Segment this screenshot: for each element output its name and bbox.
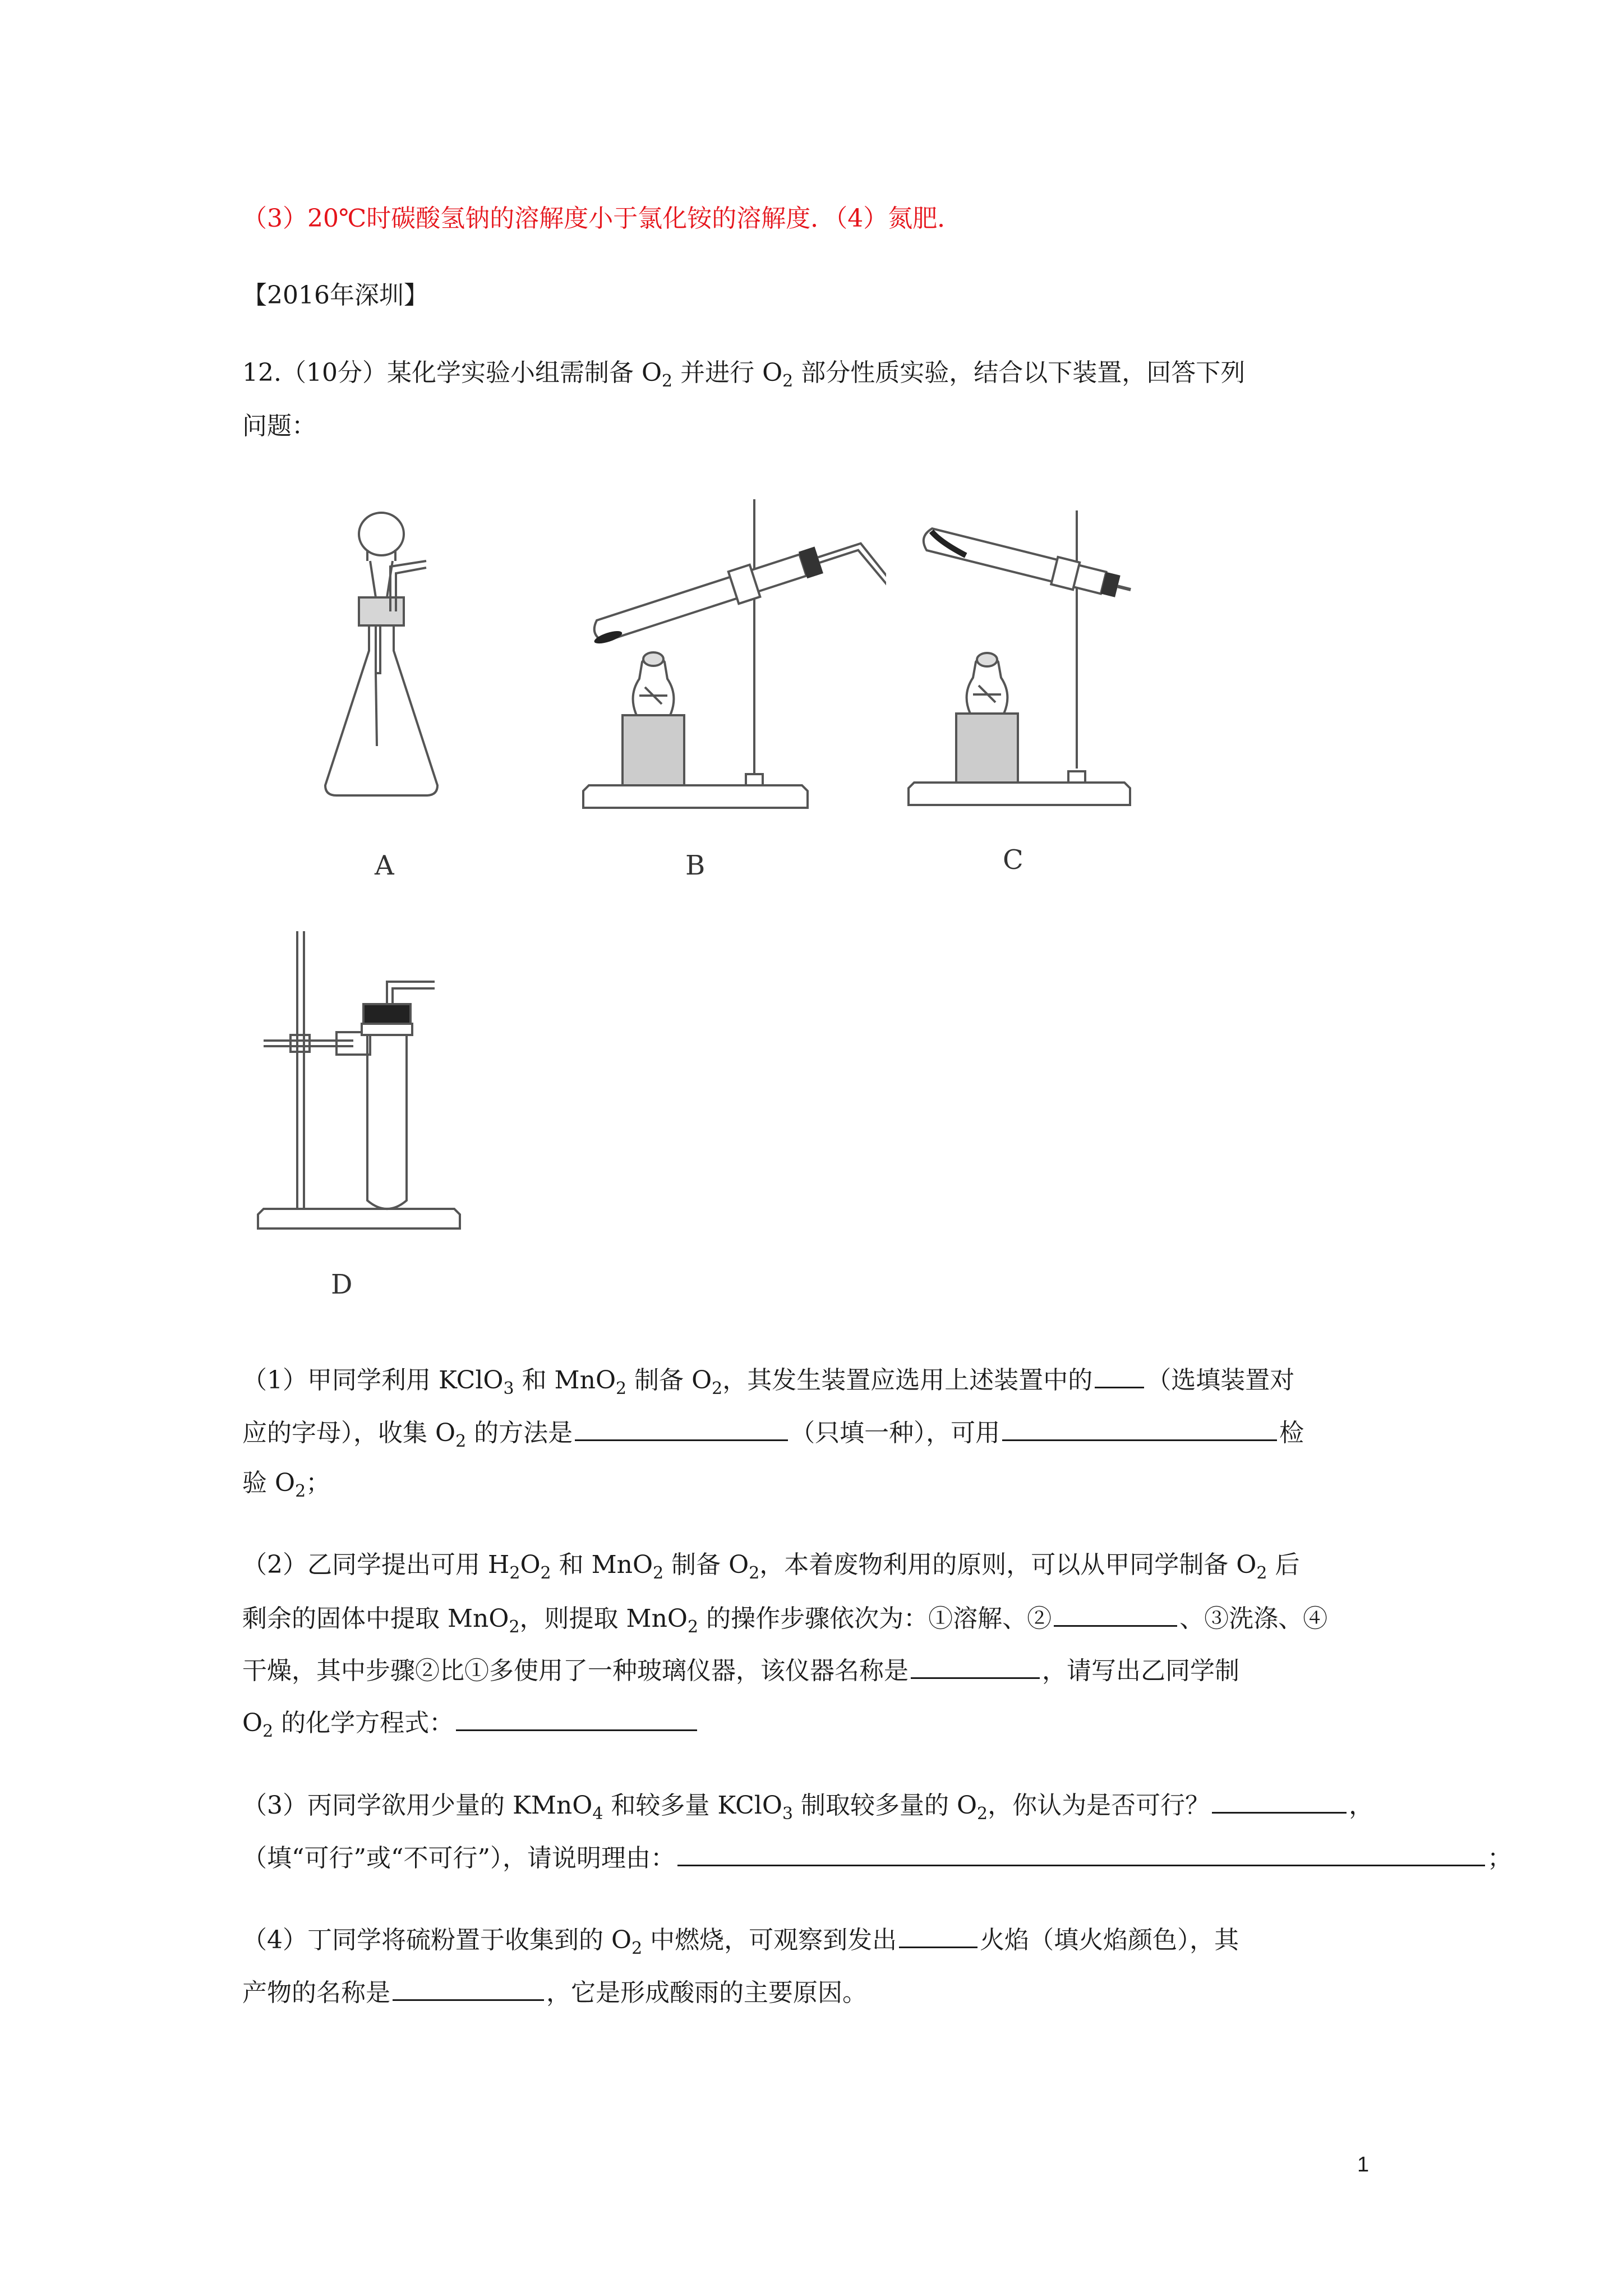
part-4-line-2	[242, 1975, 867, 2010]
answer-blank-1-2[interactable]	[575, 1415, 788, 1441]
subscript: 3	[503, 1379, 514, 1398]
text: （选填装置对	[1146, 1366, 1295, 1395]
subscript: 2	[662, 371, 673, 391]
answer-blank-1-3[interactable]	[1002, 1415, 1277, 1441]
text: 火焰（填火焰颜色），其	[980, 1926, 1239, 1954]
subscript: 2	[295, 1481, 306, 1501]
text: 剩余的固体中提取 MnO	[242, 1604, 509, 1633]
text: ，它是形成酸雨的主要原因。	[546, 1978, 867, 2007]
part-1-line-3	[242, 1466, 330, 1500]
text: 制取较多量的 O	[793, 1791, 978, 1820]
text: ，	[1349, 1791, 1374, 1820]
figure-label-a: A	[375, 850, 394, 881]
text: ，请写出乙同学制	[1042, 1657, 1239, 1685]
subscript: 2	[688, 1617, 699, 1637]
text: 制备 O	[663, 1550, 749, 1579]
answer-line	[242, 202, 962, 236]
part-3-line-1	[242, 1787, 1373, 1823]
text: 中燃烧，可观察到发出	[642, 1926, 897, 1954]
stem-text: 并进行 O	[672, 358, 783, 387]
text: 的方法是	[466, 1419, 573, 1447]
text: 检	[1279, 1419, 1304, 1447]
stem-text: 部分性质实验，结合以下装置，回答下列	[793, 358, 1246, 387]
part-2-line-4	[242, 1705, 699, 1740]
text: （填“可行”或“不可行”），请说明理由：	[242, 1844, 675, 1872]
part-2-line-3	[242, 1653, 1239, 1688]
text: 应的字母），收集 O	[242, 1419, 456, 1447]
answer-blank-3-1[interactable]	[1212, 1787, 1347, 1814]
answer-blank-1-1[interactable]	[1095, 1362, 1144, 1388]
subscript: 4	[592, 1804, 603, 1824]
part-3-line-2	[242, 1840, 1512, 1875]
text: 的操作步骤依次为：①溶解、②	[698, 1604, 1052, 1633]
text: 和较多量 KClO	[603, 1791, 782, 1820]
text: O	[520, 1550, 541, 1579]
subscript: 2	[540, 1563, 551, 1583]
text: 后	[1267, 1550, 1300, 1579]
subscript: 2	[653, 1563, 664, 1583]
text: ；	[306, 1469, 331, 1497]
text: ，则提取 MnO	[519, 1604, 688, 1633]
part-2-line-2	[242, 1600, 1327, 1636]
subscript: 2	[977, 1804, 988, 1824]
answer-blank-4-2[interactable]	[393, 1975, 544, 2001]
text: 的化学方程式：	[273, 1709, 454, 1737]
subscript: 3	[782, 1804, 793, 1824]
answer-part-4: （4）氮肥．	[835, 204, 962, 233]
part-1-line-2	[242, 1415, 1304, 1450]
subscript: 2	[631, 1939, 643, 1958]
subscript: 2	[455, 1432, 467, 1451]
answer-blank-4-1[interactable]	[899, 1922, 978, 1948]
question-stem	[242, 356, 1245, 390]
apparatus-c-figure	[903, 505, 1138, 808]
text: （1）甲同学利用 KClO	[242, 1366, 504, 1395]
section-tag: 【2016年深圳】	[242, 281, 428, 310]
text: （4）丁同学将硫粉置于收集到的 O	[242, 1926, 632, 1954]
text: 产物的名称是	[242, 1978, 390, 2007]
subscript: 2	[1256, 1563, 1267, 1583]
text: 和 MnO	[551, 1550, 653, 1579]
text: 验 O	[242, 1469, 296, 1497]
page-number: 1	[1357, 2153, 1370, 2177]
subscript: 2	[712, 1379, 723, 1398]
apparatus-a-figure	[314, 505, 460, 808]
subscript: 2	[782, 371, 794, 391]
subscript: 2	[262, 1722, 274, 1741]
part-1-line-1	[242, 1362, 1294, 1397]
stem-text: 12.（10分）某化学实验小组需制备 O	[242, 358, 662, 387]
subscript: 2	[509, 1617, 520, 1637]
answer-blank-2-2[interactable]	[911, 1653, 1040, 1679]
apparatus-d-figure	[252, 926, 465, 1240]
text: 和 MnO	[514, 1366, 616, 1395]
part-4-line-1	[242, 1922, 1239, 1957]
text: 、③洗涤、④	[1179, 1604, 1328, 1633]
answer-part-3: （3）20℃时碳酸氢钠的溶解度小于氯化铵的溶解度．	[242, 204, 836, 233]
figure-label-c: C	[1003, 844, 1023, 876]
text: ，其发生装置应选用上述装置中的	[722, 1366, 1093, 1395]
subscript: 2	[509, 1563, 520, 1583]
figure-label-b: B	[685, 850, 706, 881]
apparatus-b-figure	[572, 494, 886, 819]
answer-blank-3-2[interactable]	[677, 1840, 1485, 1866]
text: （只填一种），可用	[790, 1419, 1000, 1447]
part-2-line-1	[242, 1548, 1299, 1582]
answer-blank-2-3[interactable]	[456, 1705, 697, 1731]
text: （2）乙同学提出可用 H	[242, 1550, 510, 1579]
text: 制备 O	[626, 1366, 712, 1395]
text: 干燥，其中步骤②比①多使用了一种玻璃仪器，该仪器名称是	[242, 1657, 909, 1685]
answer-blank-2-1[interactable]	[1054, 1600, 1177, 1627]
text: O	[242, 1709, 263, 1737]
text: ；	[1487, 1844, 1512, 1872]
text: ，本着废物利用的原则，可以从甲同学制备 O	[759, 1550, 1257, 1579]
question-stem-cont: 问题：	[242, 412, 316, 440]
figure-label-d: D	[331, 1269, 353, 1300]
text: （3）丙同学欲用少量的 KMnO	[242, 1791, 593, 1820]
text: ，你认为是否可行？	[988, 1791, 1210, 1820]
subscript: 2	[616, 1379, 627, 1398]
subscript: 2	[749, 1563, 760, 1583]
